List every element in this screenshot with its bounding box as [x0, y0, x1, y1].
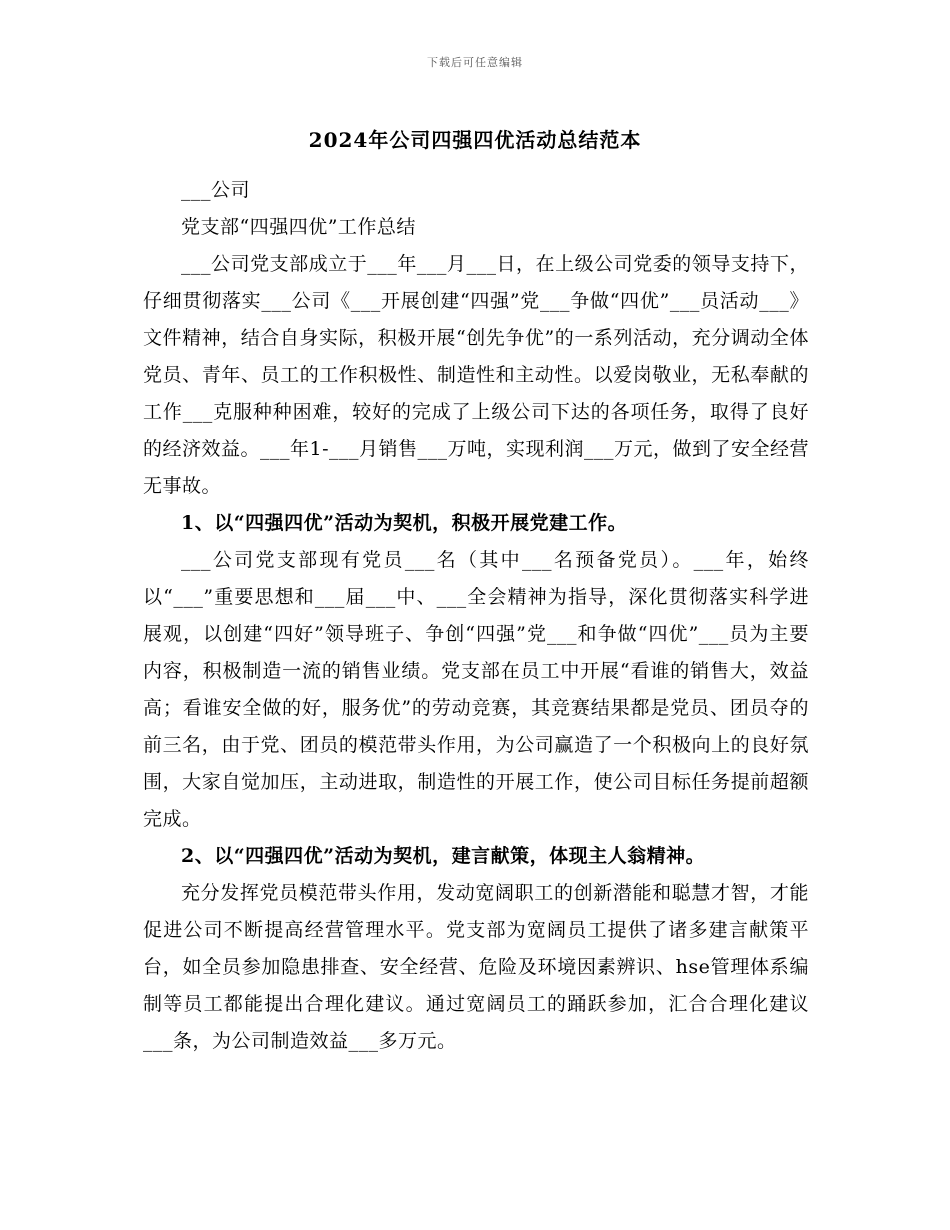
summary-subtitle: 党支部“四强四优”工作总结 [181, 216, 416, 238]
section-2-paragraph: 充分发挥党员模范带头作用，发动宽阔职工的创新潜能和聪慧才智，才能促进公司不断提高经营管理水平。党支部为宽阔员工提供了诸多建言献策平台，如全员参加隐患排查、安全经营、危险及环境因素辨识、hse管理体系编制等员工都能提出合理化建议。通过宽阔员工的踊跃参加，汇合合理化建议___条，为公司制造效益___多万元。 [143, 882, 809, 1052]
document-title: 2024年公司四强四优活动总结范本 [308, 128, 642, 152]
section-heading-1: 1、以“四强四优”活动为契机，积极开展党建工作。 [181, 512, 628, 534]
document-body [143, 172, 809, 1060]
section-heading-2: 2、以“四强四优”活动为契机，建言献策，体现主人翁精神。 [181, 845, 706, 867]
intro-paragraph: ___公司党支部成立于___年___月___日，在上级公司党委的领导支持下，仔细贯彻落实___公司《___开展创建“四强”党___争做“四优”___员活动___》文件精神，结合自身实际，积极开展“创先争优”的一系列活动，充分调动全体党员、青年、员工的工作积极性、制造性和主动性。以爱岗敬业，无私奉献的工作___克服种种困难，较好的完成了上级公司下达的各项任务，取得了良好的经济效益。___年1-___月销售___万吨，实现利润___万元，做到了安全经营无事故。 [143, 253, 810, 497]
page-header-note: 下载后可任意编辑 [427, 56, 523, 69]
section-1-paragraph: ___公司党支部现有党员___名（其中___名预备党员）。___年，始终以“___”重要思想和___届___中、___全会精神为指导，深化贯彻落实科学进展观，以创建“四好”领导班子、争创“四强”党___和争做“四优”___员为主要内容，积极制造一流的销售业绩。党支部在员工中开展“看谁的销售大，效益高；看谁安全做的好，服务优”的劳动竞赛，其竞赛结果都是党员、团员夺的前三名，由于党、团员的模范带头作用，为公司赢造了一个积极向上的良好氛围，大家自觉加压，主动进取，制造性的开展工作，使公司目标任务提前超额完成。 [143, 549, 809, 830]
company-name-line: ___公司 [181, 179, 251, 201]
